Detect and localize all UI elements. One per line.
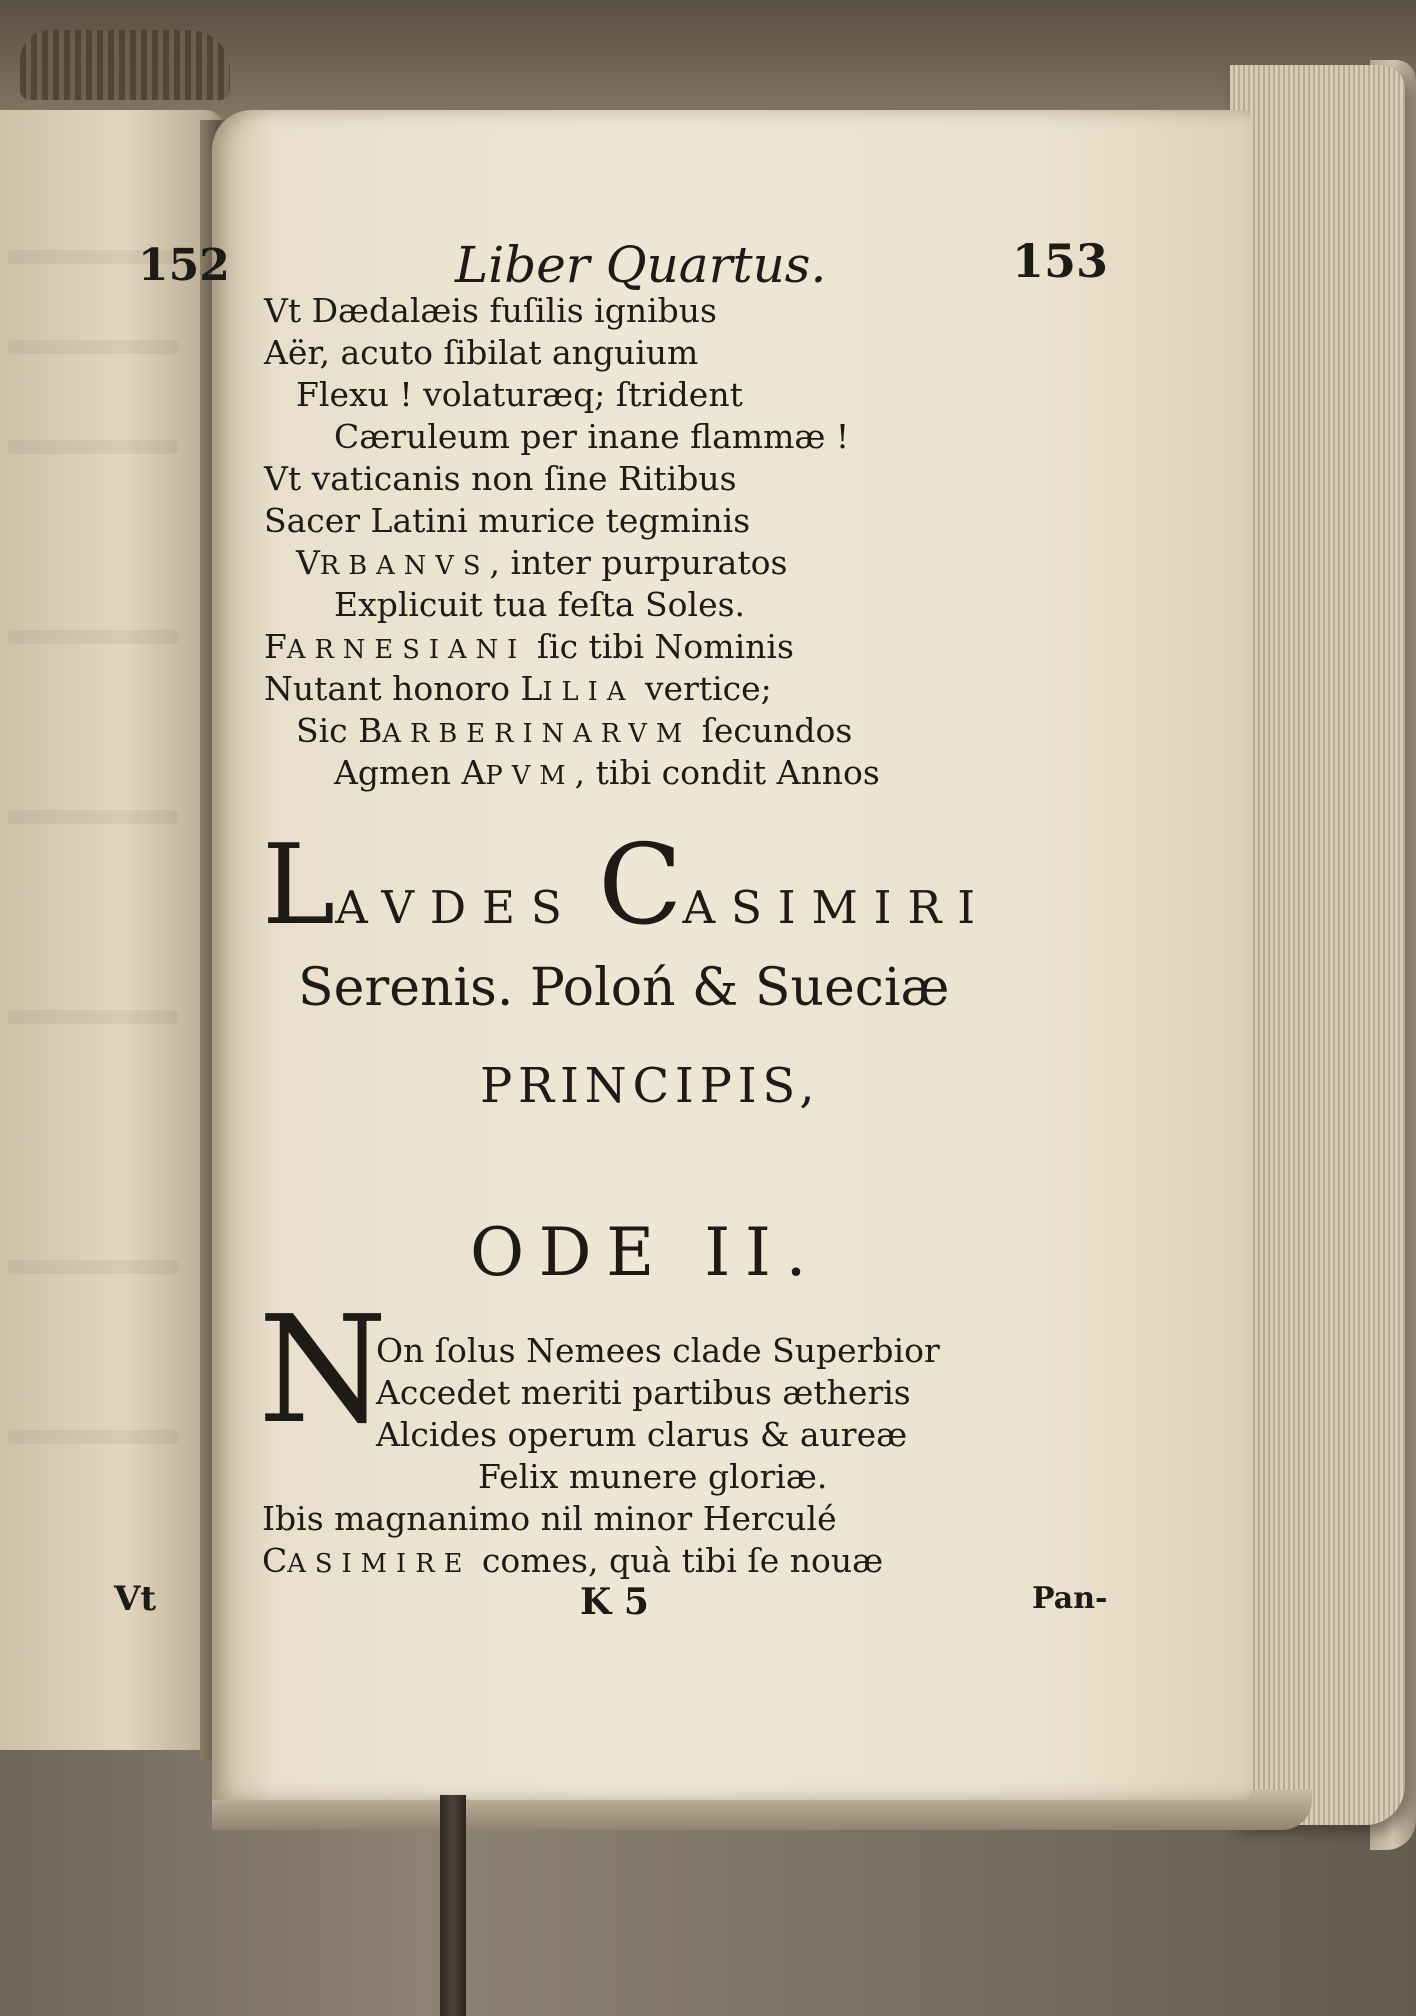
verse-line [296, 543, 788, 582]
text-segment: Vt Dædalæis fuſilis ignibus [264, 291, 717, 330]
ode-heading: ODE II. [470, 1214, 821, 1291]
right-page-number: 153 [1012, 234, 1109, 288]
stanza-line [376, 1373, 911, 1412]
text-segment: B [358, 711, 383, 750]
text-segment: PVM [485, 761, 575, 791]
text-segment: Ibis magnanimo nil minor Herculé [262, 1499, 837, 1538]
verse-line [334, 753, 880, 792]
text-segment: ASIMIRE [287, 1549, 472, 1579]
bleed-through-text [8, 630, 178, 644]
text-segment: AVDES [335, 881, 578, 934]
bleed-through-text [8, 810, 178, 824]
text-segment: Accedet meriti partibus ætheris [376, 1373, 911, 1412]
poem-subtitle: Serenis. Poloń & Sueciæ [298, 958, 950, 1018]
stanza-line [376, 1415, 908, 1454]
verse-line [264, 627, 794, 666]
text-segment: Aër, acuto ſibilat anguium [264, 333, 699, 372]
text-segment: ASIMIRI [682, 881, 991, 934]
verse-line [264, 501, 751, 540]
text-segment: ſic tibi Nominis [526, 627, 794, 666]
text-segment: comes, quà tibi ſe nouæ [471, 1541, 884, 1580]
running-head: Liber Quartus. [455, 236, 827, 294]
text-segment: ARNESIANI [286, 635, 527, 665]
drop-cap: N [258, 1284, 388, 1456]
bleed-through-text [8, 1010, 178, 1024]
text-segment: C [262, 1541, 288, 1580]
text-segment: A [461, 753, 486, 792]
signature-mark: K 5 [580, 1581, 649, 1623]
text-segment: ARBERINARVM [382, 719, 692, 749]
text-segment: Sic [296, 711, 359, 750]
text-segment: RBANVS [319, 551, 490, 581]
text-segment: L [520, 669, 543, 708]
text-segment: ſecundos [691, 711, 853, 750]
stanza-line [262, 1541, 884, 1580]
stanza-line [478, 1457, 828, 1496]
stanza-line [376, 1331, 940, 1370]
text-segment: V [296, 543, 320, 582]
bleed-through-text [8, 440, 178, 454]
bleed-through-text [8, 340, 178, 354]
verse-line [264, 291, 717, 330]
verse-line [264, 459, 737, 498]
text-segment [578, 869, 598, 937]
headband [20, 30, 230, 100]
bleed-through-text [8, 1260, 178, 1274]
verse-line [334, 417, 850, 456]
text-segment: Flexu ! volaturæq; ſtrident [296, 375, 743, 414]
left-catchword: Vt [114, 1579, 157, 1619]
verse-line [264, 333, 699, 372]
text-segment: Sacer Latini murice tegminis [264, 501, 751, 540]
text-segment: Felix munere gloriæ. [478, 1457, 828, 1496]
verse-line [296, 711, 853, 750]
text-segment: Nutant honoro [264, 669, 521, 708]
text-segment: L [262, 821, 336, 949]
right-catchword: Pan- [1032, 1581, 1108, 1616]
poem-subtitle-principis: PRINCIPIS, [480, 1058, 821, 1114]
verse-line [264, 669, 772, 708]
bleed-through-text [8, 1430, 178, 1444]
text-segment: C [598, 821, 683, 949]
text-segment: vertice; [634, 669, 772, 708]
text-segment: On ſolus Nemees clade Superbior [376, 1331, 940, 1370]
left-page [0, 110, 225, 1750]
page-block-edge [1230, 65, 1405, 1825]
text-segment: ILIA [542, 677, 635, 707]
poem-title [262, 821, 991, 949]
text-segment: Cæruleum per inane flammæ ! [334, 417, 850, 456]
text-segment: Agmen [334, 753, 462, 792]
verse-line [296, 375, 743, 414]
verse-line [334, 585, 746, 624]
ribbon-bookmark [440, 1795, 466, 2016]
text-segment: Explicuit tua feſta Soles. [334, 585, 746, 624]
text-segment: Vt vaticanis non ſine Ritibus [264, 459, 737, 498]
left-page-number: 152 [138, 240, 230, 291]
text-segment: , tibi condit Annos [574, 753, 880, 792]
text-segment: Alcides operum clarus & aureæ [376, 1415, 908, 1454]
text-segment: , inter purpuratos [489, 543, 788, 582]
stanza-line [262, 1499, 837, 1538]
text-segment: F [264, 627, 287, 666]
